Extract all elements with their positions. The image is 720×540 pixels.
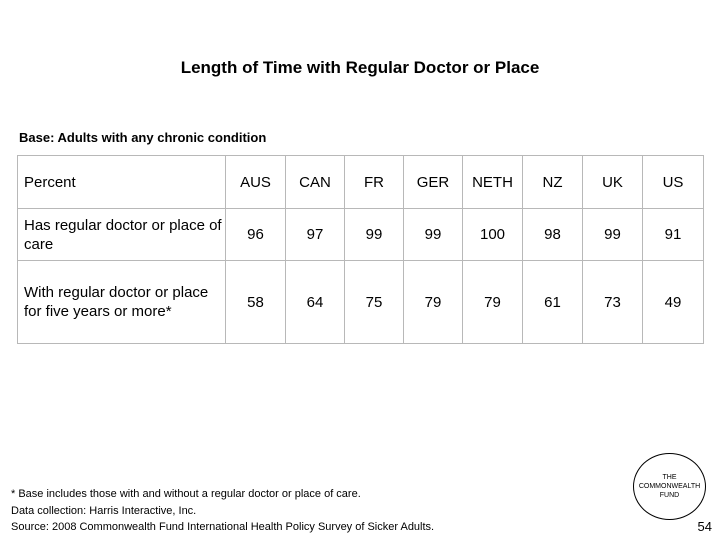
header-cell-uk: UK: [583, 156, 643, 209]
header-cell-percent: Percent: [18, 156, 226, 209]
table-cell: 99: [345, 209, 404, 261]
logo-line: COMMONWEALTH: [638, 483, 701, 490]
table-cell: 99: [583, 209, 643, 261]
header-cell-ger: GER: [404, 156, 463, 209]
table-cell: 98: [523, 209, 583, 261]
footnote-note: * Base includes those with and without a regular doctor or place of care.: [11, 488, 361, 500]
row-label: Has regular doctor or place of care: [18, 209, 226, 261]
table-cell: 61: [523, 261, 583, 344]
table-cell: 79: [404, 261, 463, 344]
table-cell: 99: [404, 209, 463, 261]
table-cell: 100: [463, 209, 523, 261]
footnote: [11, 486, 434, 536]
header-cell-neth: NETH: [463, 156, 523, 209]
table-cell: 58: [226, 261, 286, 344]
header-cell-aus: AUS: [226, 156, 286, 209]
data-table: [17, 155, 704, 344]
table-cell: 91: [643, 209, 704, 261]
header-cell-fr: FR: [345, 156, 404, 209]
table-row: [18, 209, 704, 261]
commonwealth-fund-logo: [633, 453, 706, 520]
footnote-source: Source: 2008 Commonwealth Fund International Health Policy Survey of Sicker Adults.: [11, 521, 435, 533]
table-row: [18, 261, 704, 344]
header-cell-nz: NZ: [523, 156, 583, 209]
row-label: With regular doctor or place for five years or more*: [18, 261, 226, 344]
logo-line: THE: [662, 474, 677, 481]
header-cell-can: CAN: [286, 156, 345, 209]
table-cell: 75: [345, 261, 404, 344]
page-number: 54: [697, 519, 712, 534]
header-cell-us: US: [643, 156, 704, 209]
table-cell: 97: [286, 209, 345, 261]
base-note: Base: Adults with any chronic condition: [19, 130, 267, 145]
table-cell: 49: [643, 261, 704, 344]
table-cell: 73: [583, 261, 643, 344]
logo-line: FUND: [659, 492, 680, 499]
page-title: Length of Time with Regular Doctor or Place: [180, 58, 540, 77]
table-cell: 96: [226, 209, 286, 261]
footnote-data-collection: Data collection: Harris Interactive, Inc.: [11, 504, 197, 517]
table-cell: 64: [286, 261, 345, 344]
table-header-row: [18, 156, 704, 209]
table-cell: 79: [463, 261, 523, 344]
